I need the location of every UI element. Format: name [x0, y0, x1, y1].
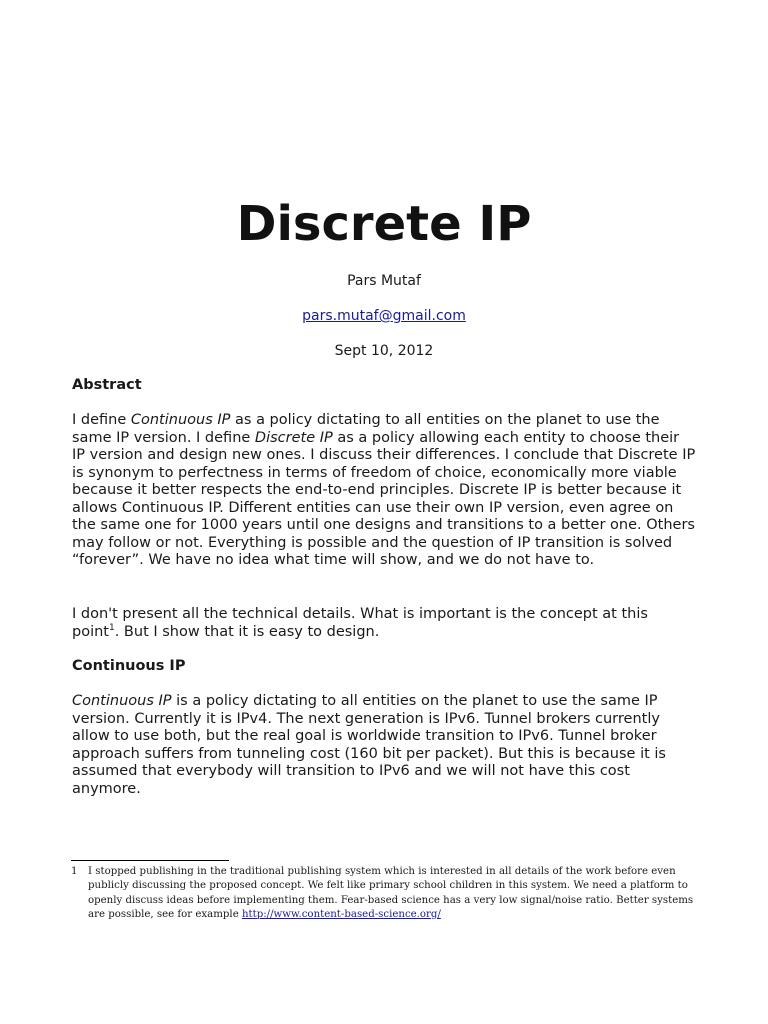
term-continuous-ip-2: Continuous IP	[72, 693, 172, 709]
footnote-body: I stopped publishing in the traditional publishing system which is interested in all details of the work before even publicly discussing the proposed concept. We felt like primary school children in this system. We need a platform to openly discuss ideas before implementing them. Fear-based science has a very low signal/noise ratio. Better systems are possible, see for example	[88, 866, 694, 920]
term-continuous-ip: Continuous IP	[130, 412, 231, 428]
abstract-heading: Abstract	[72, 377, 142, 393]
footnote-separator	[71, 860, 229, 861]
abstract-text-1: I define	[72, 412, 131, 428]
footnote-link[interactable]: http://www.content-based-science.org/	[241, 908, 441, 920]
document-title: Discrete IP	[236, 196, 532, 252]
details-text-1: I don't present all the technical details. What is important is the concept at this point	[72, 606, 648, 640]
footnote-ref: 1	[108, 622, 115, 633]
document-date: Sept 10, 2012	[334, 343, 434, 359]
abstract-text-3: as a policy allowing each entity to choose their IP version and design new ones. I discuss their differences. I conclude that Discrete IP is synonym to perfectness in terms of freedom of choice, economically more viable because it better respects the end-to-end principles. Discrete IP is better because it allows Continuous IP. Different entities can use their own IP version, even agree on the same one for 1000 years until one designs and transitions to a better one. Others may follow or not. Everything is possible and the question of IP transition is solved “forever”. We have no idea what time will show, and we do not have to.	[72, 429, 696, 568]
author-email	[0, 307, 768, 325]
email-link[interactable]: pars.mutaf@gmail.com	[302, 308, 466, 324]
term-discrete-ip: Discrete IP	[254, 429, 333, 446]
abstract-paragraph-1	[72, 412, 696, 570]
footnote-number: 1	[71, 866, 78, 877]
author-name: Pars Mutaf	[347, 273, 421, 289]
details-text-2: . But I show that it is easy to design.	[114, 623, 380, 640]
continuous-ip-paragraph	[72, 693, 696, 798]
continuous-ip-heading: Continuous IP	[72, 658, 186, 674]
continuous-ip-text: is a policy dictating to all entities on the planet to use the same IP version. Currently it is IPv4. The next generation is IPv6. Tunnel brokers currently allow to use both, but the real goal is worldwide transition to IPv6. Tunnel broker approach suffers from tunneling cost (160 bit per packet). But this is because it is assumed that everybody will transition to IPv6 and we will not have this cost anymore.	[72, 693, 666, 797]
abstract-paragraph-2	[72, 606, 696, 641]
footnote-text	[88, 865, 696, 922]
footnote	[71, 865, 696, 922]
abstract-text-2: as a policy dictating to all entities on the planet to use the same IP version. I define	[72, 412, 660, 446]
